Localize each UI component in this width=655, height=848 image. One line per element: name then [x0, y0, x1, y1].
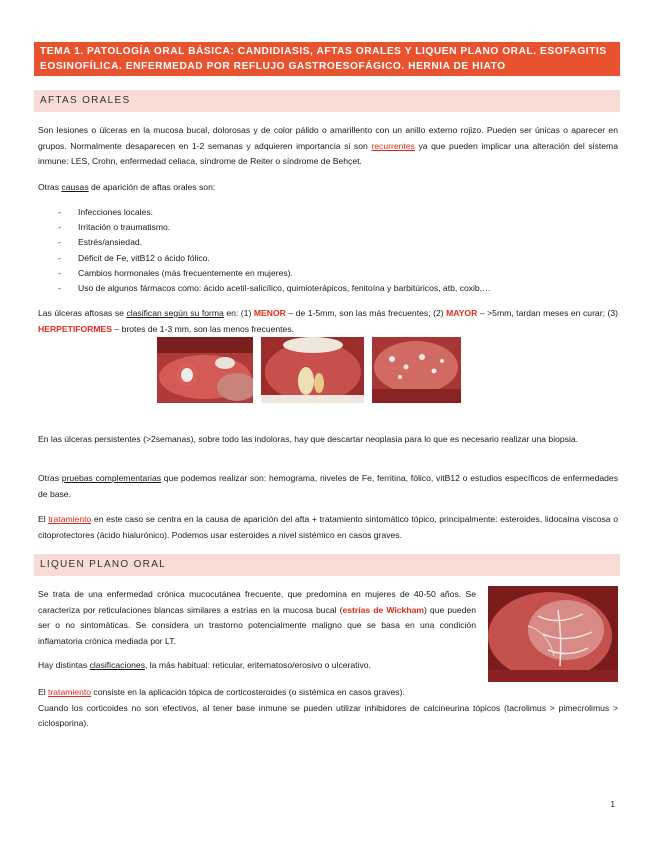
page-title: TEMA 1. PATOLOGÍA ORAL BÁSICA: CANDIDIASIS, AFTAS ORALES Y LIQUEN PLANO ORAL. ESOFAGITIS EOSINOFÍLICA. ENFERMEDAD POR REFLUJO GASTROESOFÁGICO. HERNIA DE HIATO [34, 42, 620, 76]
causes-lead: Otras causas de aparición de aftas orales son: [38, 182, 216, 192]
page-number: 1 [610, 800, 615, 809]
section-heading-aftas: AFTAS ORALES [34, 90, 620, 112]
section-heading-liquen: LIQUEN PLANO ORAL [34, 554, 620, 576]
list-item: - Infecciones locales. [58, 205, 491, 220]
photo-afta-menor [157, 337, 253, 403]
aftas-treatment: El tratamiento en este caso se centra en la causa de aparición del afta + tratamiento sintomático tópico, principalmente: esteroides, lidocaína viscosa o citoprotectores (ácido hialurónico). Podemos usar esteroides a nivel sistémico en casos graves. [38, 514, 618, 540]
list-item: - Cambios hormonales (más frecuentemente en mujeres). [58, 266, 491, 281]
aftas-forms: Las úlceras aftosas se clasifican según su forma en: (1) MENOR – de 1-5mm, son las más frecuentes; (2) MAYOR – >5mm, tardan meses en curar; (3) HERPETIFORMES – brotes de 1-3 mm, son las menos frecuentes. [38, 308, 618, 334]
list-item: - Estrés/ansiedad. [58, 235, 491, 250]
causes-list [58, 205, 491, 296]
aftas-intro: Son lesiones o úlceras en la mucosa bucal, dolorosas y de color pálido o amarillento con un anillo externo rojizo. Pueden ser únicas o aparecer en grupos. Normalmente desaparecen en 1-2 semanas y adquieren importancia si son recurrentes ya que pueden implicar una alteración del sistema inmune: LES, Crohn, enfermedad celiaca, síndrome de Reiter o síndrome de Behçet. [38, 125, 618, 166]
liquen-treatment: El tratamiento consiste en la aplicación tópica de corticosteroides (o sistémica en casos graves). Cuando los corticoides no son efectivos, al tener base inmune se pueden utilizar inhibidores de calcineurina tópicos (tacrolimus > pimecrolimus > ciclosporina). [38, 687, 618, 728]
photo-afta-herpetiforme [372, 337, 461, 403]
liquen-description: Se trata de una enfermedad crónica mucocutánea frecuente, que predomina en mujeres de 40-50 años. Se caracteriza por reticulaciones blancas similares a estrías en la mucosa bucal (estrías de Wickham) que pueden ser o no sintomáticas. Se considera un trastorno potencialmente maligno que se basa en una condición inflamatoria crónica mediada por LT. [38, 589, 476, 646]
aftas-tests: Otras pruebas complementarias que podemos realizar son: hemograma, niveles de Fe, ferritina, fólico, vitB12 o estudios específicos de enfermedades de base. [38, 473, 618, 499]
list-item: - Uso de algunos fármacos como: ácido acetil-salicílico, quimioterápicos, fenitoína y barbitúricos, atb, coxib,… [58, 281, 491, 296]
aftas-persistent: En las úlceras persistentes (>2semanas), sobre todo las indoloras, hay que descartar neoplasia para lo que es necesario realizar una biopsia. [38, 434, 579, 444]
photo-afta-mayor [261, 337, 364, 403]
list-item: - Irritación o traumatismo. [58, 220, 491, 235]
list-item: - Déficit de Fe, vitB12 o ácido fólico. [58, 251, 491, 266]
recurrentes-link: recurrentes [371, 140, 415, 151]
liquen-classification: Hay distintas clasificaciones, la más habitual: reticular, eritematoso/erosivo o ulcerativo. [38, 660, 371, 670]
